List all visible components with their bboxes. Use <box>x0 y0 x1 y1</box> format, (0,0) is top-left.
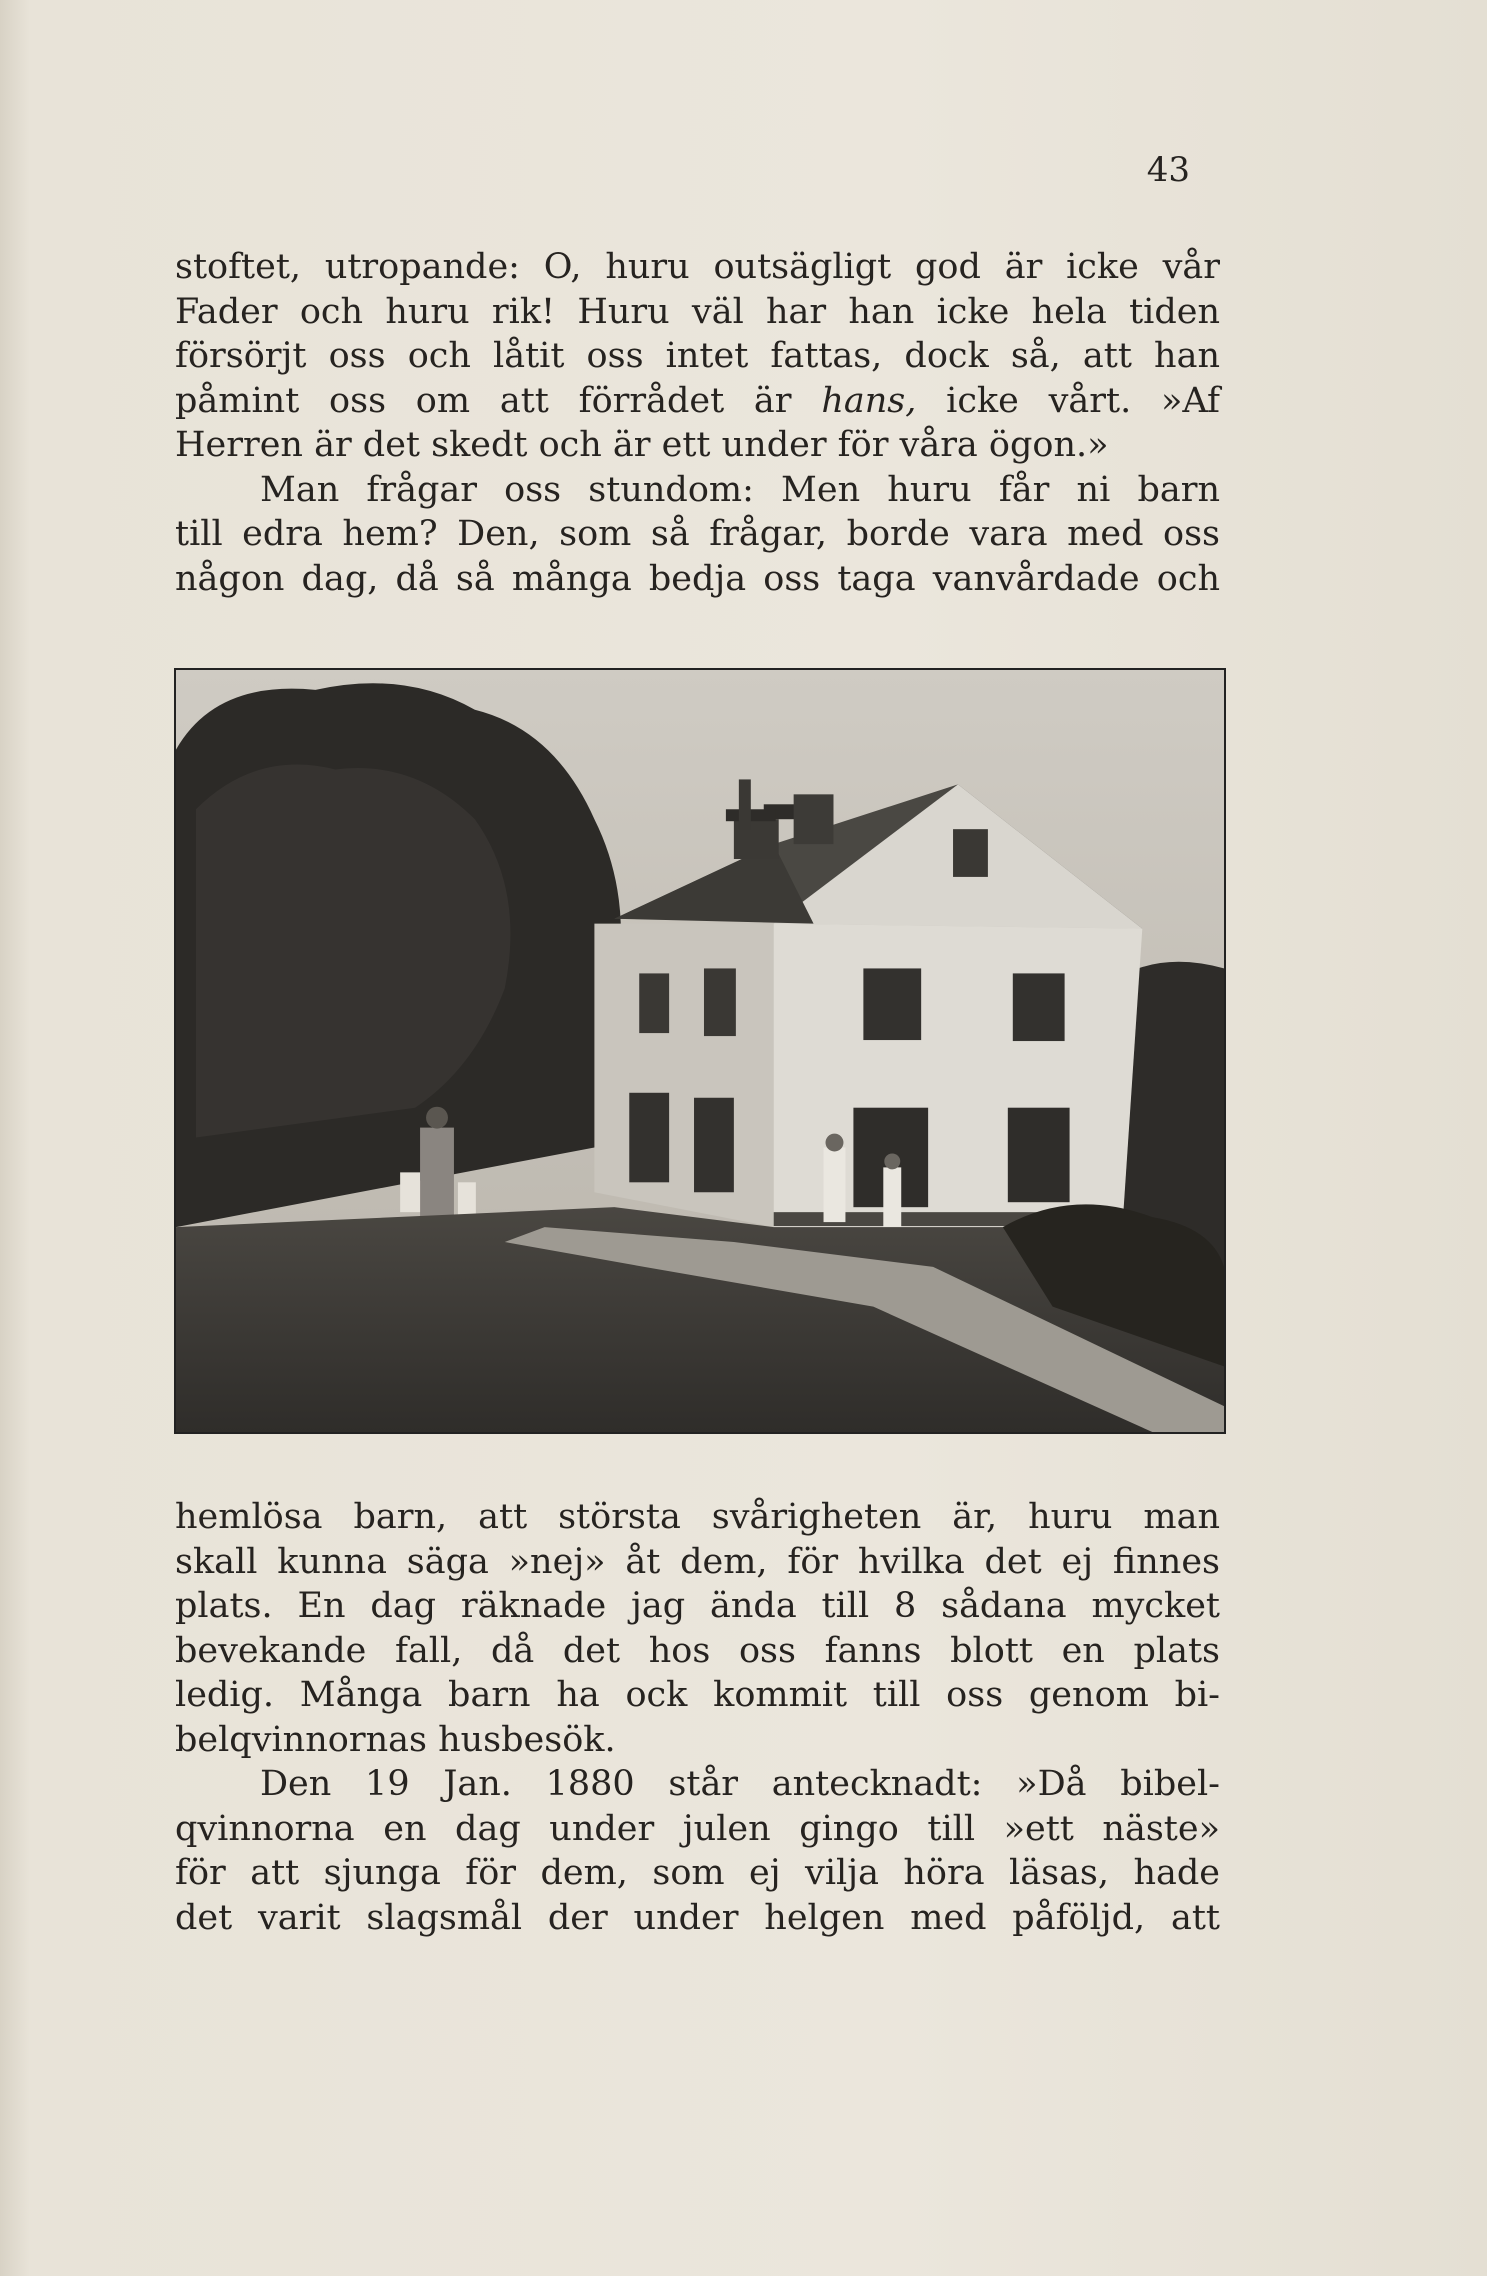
bottom-text-line: för att sjunga för dem, som ej vilja höra läsas, hade <box>175 1853 1220 1893</box>
top-text-line: Man frågar oss stundom: Men huru får ni barn <box>260 469 1220 510</box>
bottom-text-line: Den 19 Jan. 1880 står antecknadt: »Då bibel- <box>260 1764 1220 1804</box>
page-number: 43 <box>1146 150 1190 190</box>
photograph-house <box>174 668 1226 1434</box>
bottom-text-line: bevekande fall, då det hos oss fanns blott en plats <box>175 1630 1220 1671</box>
top-text-line: Fader och huru rik! Huru väl har han icke hela tiden <box>175 291 1220 332</box>
top-text-line: någon dag, då så många bedja oss taga vanvårdade och <box>175 558 1220 599</box>
top-text-line: Herren är det skedt och är ett under för våra ögon.» <box>175 425 1109 465</box>
bottom-text-line: hemlösa barn, att största svårigheten är, huru man <box>175 1497 1220 1537</box>
top-text-line: till edra hem? Den, som så frågar, borde vara med oss <box>175 514 1220 554</box>
bottom-text-line: belqvinnornas husbesök. <box>175 1719 616 1760</box>
emphasized-word: hans, <box>821 380 917 421</box>
bottom-text-line: skall kunna säga »nej» åt dem, för hvilka det ej finnes <box>175 1541 1220 1582</box>
text-block-bottom <box>175 1495 1220 1940</box>
bottom-text-line: ledig. Många barn ha ock kommit till oss genom bi- <box>175 1675 1220 1715</box>
top-text-line: påmint oss om att förrådet är hans, icke vårt. »Af <box>175 380 1220 421</box>
bottom-text-line: qvinnorna en dag under julen gingo till »ett näste» <box>175 1808 1220 1849</box>
top-text-line: stoftet, utropande: O, huru outsägligt god är icke vår <box>175 247 1220 287</box>
bottom-text-line: det varit slagsmål der under helgen med påföljd, att <box>175 1897 1220 1938</box>
text-block-top <box>175 245 1220 601</box>
house-photo-illustration <box>176 670 1224 1432</box>
top-text-line: försörjt oss och låtit oss intet fattas, dock så, att han <box>175 336 1220 376</box>
bottom-text-line: plats. En dag räknade jag ända till 8 sådana mycket <box>175 1586 1220 1626</box>
